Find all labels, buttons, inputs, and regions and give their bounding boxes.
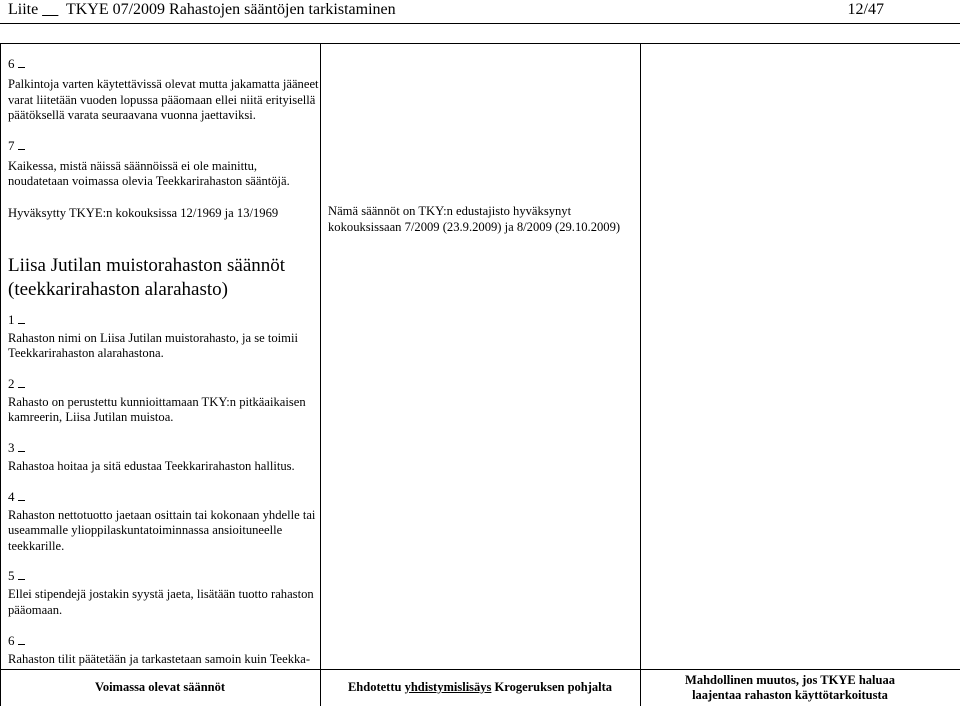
header-title [8, 1, 396, 19]
page-number: 12/47 [847, 1, 884, 18]
rule-text: Rahastoa hoitaa ja sitä edustaa Teekkarirahaston hallitus. [8, 458, 295, 473]
rule-2 [8, 376, 320, 426]
rule-number: 4 [8, 488, 15, 504]
fund-title-line-1: Liisa Jutilan muistorahaston säännöt [8, 254, 286, 276]
page-header [0, 0, 960, 24]
proposed-column [328, 204, 636, 235]
footer-label: Voimassa olevat säännöt [94, 680, 226, 694]
underline-mark [18, 442, 25, 452]
rule-number: 6 [8, 632, 15, 648]
section-text: Kaikessa, mistä näissä säännöissä ei ole mainittu, noudatetaan voimassa olevia Teekkarirahaston sääntöjä. [8, 158, 290, 189]
section-number: 6 [8, 56, 15, 71]
underline-mark [18, 635, 25, 645]
rule-text: Rahaston nimi on Liisa Jutilan muistorahasto, ja se toimii Teekkarirahaston alarahastona. [8, 330, 298, 361]
section-text: Palkintoja varten käytettävissä olevat mutta jakamatta jääneet varat liitetään vuoden lopussa pääomaan ellei niitä erityisellä päätöksellä varata seuraavana vuonna jaettaviksi. [8, 77, 319, 123]
underline-mark [18, 378, 25, 388]
rule-text: Rahasto on perustettu kunnioittamaan TKY:n pitkäaikaisen kamreerin, Liisa Jutilan muistoa. [8, 394, 306, 425]
footer-proposed [320, 669, 640, 706]
underline-mark [18, 570, 25, 580]
rule-number: 5 [8, 568, 15, 584]
fund-title [8, 254, 320, 302]
underline-mark [18, 491, 25, 501]
fund-title-line-2: (teekkarirahaston alarahasto) [8, 278, 228, 300]
footer-possible-change [640, 669, 960, 706]
column-divider-2 [640, 43, 641, 706]
section-number: 7 [8, 137, 15, 153]
rule-1 [8, 312, 320, 362]
rule-number: 2 [8, 375, 15, 391]
footer-label: Mahdollinen muutos, jos TKYE haluaa laajentaa rahaston käyttötarkoitusta [685, 672, 895, 702]
footer-current-rules [0, 669, 320, 706]
table-left-border [0, 43, 1, 706]
rule-number: 1 [8, 311, 15, 327]
rule-5 [8, 568, 320, 618]
underline-mark [18, 58, 25, 68]
rule-4 [8, 489, 320, 555]
table-top-border [0, 43, 960, 44]
section-7 [8, 138, 320, 190]
rule-6 [8, 633, 320, 668]
rule-number: 3 [8, 439, 15, 455]
rule-3 [8, 440, 320, 475]
section-6 [8, 56, 320, 124]
current-rules-column [8, 56, 320, 667]
column-divider-1 [320, 43, 321, 706]
rule-text: Rahaston nettotuotto jaetaan osittain tai kokonaan yhdelle tai useammalle ylioppilaskuntatoiminnassa ansioituneelle teekkarille. [8, 507, 316, 553]
underline-mark [18, 314, 25, 324]
rule-text: Rahaston tilit päätetään ja tarkastetaan samoin kuin Teekka- [8, 651, 311, 666]
merger-addition-link: yhdistymislisäys [404, 680, 492, 694]
approval-note: Hyväksytty TKYE:n kokouksissa 12/1969 ja 13/1969 [8, 205, 279, 220]
assembly-approval-note: Nämä säännöt on TKY:n edustajisto hyväksynyt kokouksissaan 7/2009 (23.9.2009) ja 8/2009 (29.10.2009) [328, 204, 621, 234]
header-title-text: TKYE 07/2009 Rahastojen sääntöjen tarkistaminen [65, 1, 396, 18]
footer-label: Ehdotettu yhdistymislisäys Krogeruksen pohjalta [347, 680, 613, 694]
rule-text: Ellei stipendejä jostakin syystä jaeta, lisätään tuotto rahaston pääomaan. [8, 587, 314, 617]
header-blank: __ [42, 1, 59, 18]
header-prefix: Liite [8, 1, 39, 18]
underline-mark [18, 140, 25, 150]
